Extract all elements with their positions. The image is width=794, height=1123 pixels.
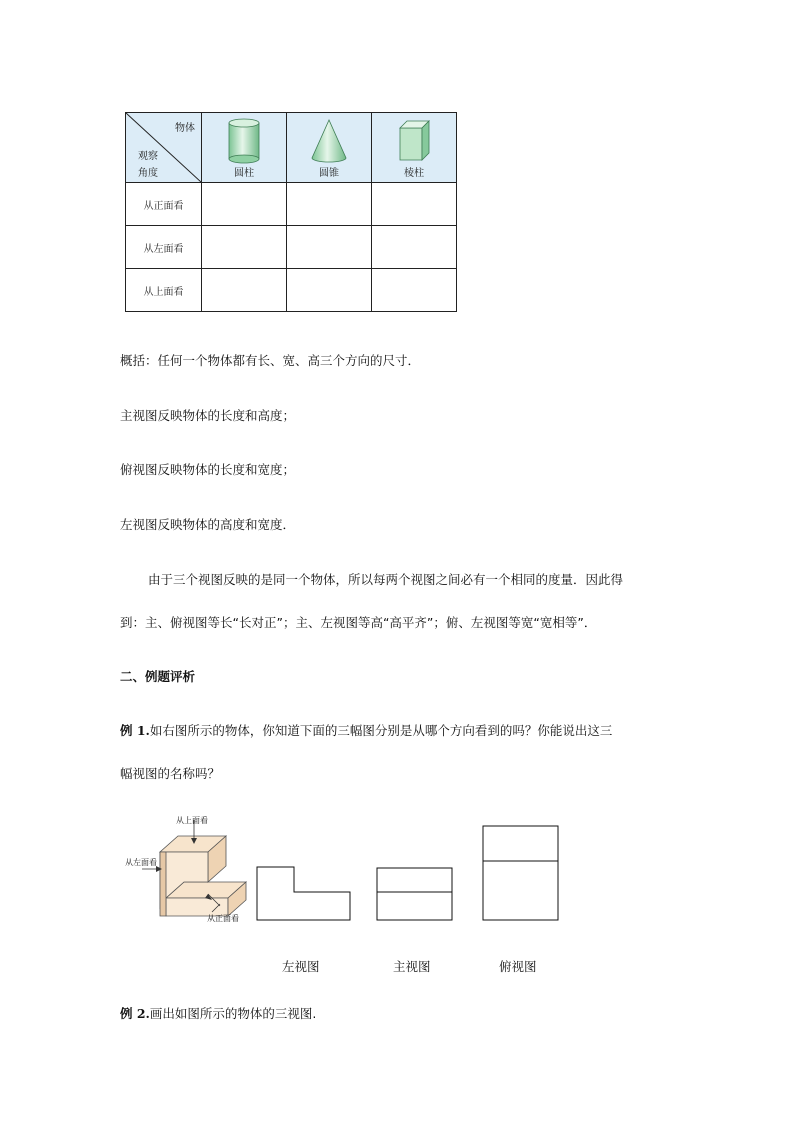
shape-label-cone: 圆锥 (319, 168, 339, 179)
paragraph-line-2: 到：主、俯视图等长“长对正”；主、左视图等高“高平齐”；俯、左视图等宽“宽相等”． (120, 615, 597, 630)
arrow-top-label: 从上面看 (176, 816, 208, 825)
main-view-line: 主视图反映物体的长度和高度； (120, 408, 296, 423)
paragraph-line-1: 由于三个视图反映的是同一个物体，所以每两个视图之间必有一个相同的度量．因此得 (148, 572, 624, 587)
shape-label-prism: 棱柱 (404, 168, 424, 179)
section-title: 二、例题评析 (120, 669, 196, 684)
top-view-caption: 俯视图 (499, 959, 537, 974)
main-view-caption: 主视图 (393, 959, 431, 974)
answer-cell (202, 226, 287, 269)
arrow-front-label: 从正面看 (207, 914, 239, 923)
row-label-top: 从上面看 (126, 269, 202, 312)
row-label-left: 从左面看 (126, 226, 202, 269)
left-view-caption: 左视图 (282, 959, 320, 974)
arrow-left-label: 从左面看 (125, 858, 157, 867)
prism-icon (396, 118, 434, 166)
example-1-line-2: 幅视图的名称吗？ (120, 766, 221, 781)
stepped-solid-figure (120, 812, 260, 927)
corner-object-label: 物体 (175, 123, 195, 134)
answer-cell (287, 269, 372, 312)
shape-label-cylinder: 圆柱 (234, 168, 254, 179)
header-prism (372, 113, 457, 183)
header-cylinder (202, 113, 287, 183)
example-2-label: 例 2. (120, 1006, 150, 1021)
header-cone (287, 113, 372, 183)
cylinder-icon (226, 117, 262, 165)
answer-cell (287, 183, 372, 226)
top-view-line: 俯视图反映物体的长度和宽度； (120, 462, 296, 477)
views-table (125, 112, 457, 312)
example-2-text: 画出如图所示的物体的三视图. (149, 1006, 317, 1021)
example-2-line (120, 1004, 316, 1022)
row-label-front: 从正面看 (126, 183, 202, 226)
example-1-line (120, 721, 612, 739)
summary-line: 概括：任何一个物体都有长、宽、高三个方向的尺寸． (120, 353, 421, 368)
answer-cell (287, 226, 372, 269)
answer-cell (202, 183, 287, 226)
answer-cell (372, 269, 457, 312)
top-view-drawing (482, 825, 560, 922)
corner-angle-label-1: 观察 (138, 151, 158, 162)
left-view-drawing (256, 866, 352, 922)
left-view-line: 左视图反映物体的高度和宽度． (120, 517, 296, 532)
corner-angle-label-2: 角度 (138, 168, 158, 179)
answer-cell (372, 226, 457, 269)
main-view-drawing (376, 867, 454, 921)
example-1-label: 例 1. (120, 723, 150, 738)
answer-cell (372, 183, 457, 226)
example-1-text: 如右图所示的物体，你知道下面的三幅图分别是从哪个方向看到的吗？你能说出这三 (149, 723, 613, 738)
corner-cell (126, 113, 202, 183)
answer-cell (202, 269, 287, 312)
cone-icon (309, 118, 349, 166)
